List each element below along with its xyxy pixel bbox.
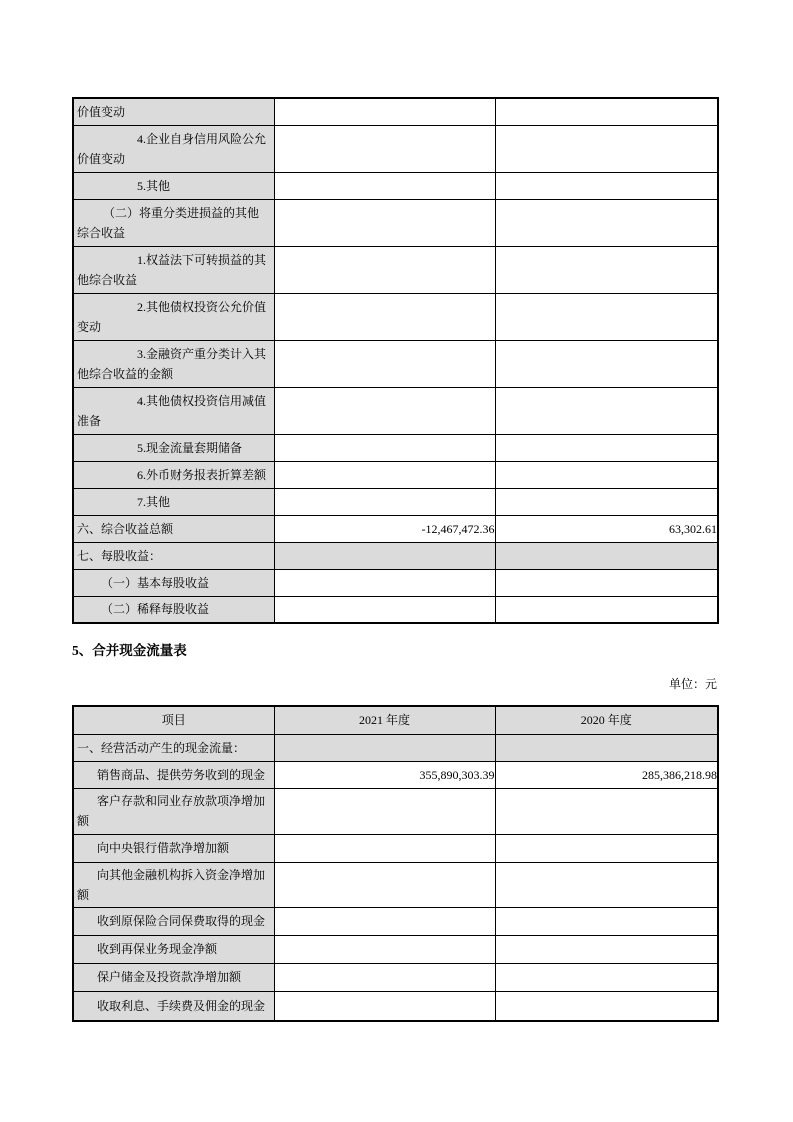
- table-row: [73, 199, 718, 246]
- row-label: 一、经营活动产生的现金流量：: [77, 740, 246, 755]
- row-label-cell: [73, 907, 274, 935]
- row-label-cell: [73, 293, 274, 340]
- row-label-cell: [73, 596, 274, 623]
- row-label: 4.企业自身信用风险公允价值变动: [77, 131, 267, 166]
- value-2021-cell: [274, 434, 495, 461]
- row-label: 5.现金流量套期储备: [137, 440, 243, 455]
- value-2020-cell: [495, 734, 718, 761]
- value-2021-cell: [274, 862, 495, 907]
- row-label-cell: [73, 862, 274, 907]
- value-2021-cell: [274, 569, 495, 596]
- table-row: [73, 461, 718, 488]
- value-2020-cell: [495, 246, 718, 293]
- row-label: （一）基本每股收益: [101, 575, 210, 590]
- row-label-cell: [73, 199, 274, 246]
- row-label: 1.权益法下可转损益的其他综合收益: [77, 252, 267, 287]
- table-row: [73, 761, 718, 788]
- value-2020-cell: [495, 935, 718, 963]
- row-label: 价值变动: [77, 104, 126, 119]
- value-2020-cell: [495, 488, 718, 515]
- row-label-cell: [73, 963, 274, 991]
- row-label-cell: [73, 761, 274, 788]
- row-label: 5.其他: [137, 178, 171, 193]
- value-2021-cell: [274, 293, 495, 340]
- row-label: 2.其他债权投资公允价值变动: [77, 299, 267, 334]
- value-2021-cell: [274, 98, 495, 125]
- row-label-cell: [73, 461, 274, 488]
- value-2020-cell: [495, 98, 718, 125]
- row-label: 收到原保险合同保费取得的现金: [97, 914, 266, 928]
- value-2020-cell: [495, 569, 718, 596]
- row-label: 向其他金融机构拆入资金净增加额: [77, 867, 266, 902]
- value-2020-cell: [495, 862, 718, 907]
- column-header-item: 项目: [73, 706, 274, 734]
- value-2020-cell: [495, 125, 718, 172]
- row-label-cell: [73, 935, 274, 963]
- table-row: [73, 340, 718, 387]
- value-2020-cell: [495, 172, 718, 199]
- table-row: [73, 907, 718, 935]
- column-header-2020: 2020 年度: [495, 706, 718, 734]
- value-2021-cell: [274, 199, 495, 246]
- value-2021-cell: [274, 935, 495, 963]
- value-2021-cell: [274, 340, 495, 387]
- value-2020-cell: [495, 542, 718, 569]
- table-row: [73, 434, 718, 461]
- table-row: [73, 596, 718, 623]
- table-row: [73, 488, 718, 515]
- row-label: 收取利息、手续费及佣金的现金: [97, 998, 266, 1013]
- row-label-cell: [73, 434, 274, 461]
- value-2021-cell: [274, 907, 495, 935]
- value-2021-cell: [274, 788, 495, 834]
- value-2021-cell: [274, 461, 495, 488]
- unit-note: 单位：元: [668, 677, 717, 691]
- value-2020-cell: [495, 340, 718, 387]
- table-row: [73, 788, 718, 834]
- table-row: [73, 125, 718, 172]
- value-2021-cell: [274, 246, 495, 293]
- row-label: 六、综合收益总额: [77, 521, 174, 536]
- section-heading: 5、合并现金流量表: [72, 643, 187, 658]
- value-2020-cell: [495, 199, 718, 246]
- value-2021-cell: [274, 387, 495, 434]
- row-label: 客户存款和同业存放款项净增加额: [77, 794, 266, 828]
- row-label-cell: [73, 515, 274, 542]
- row-label: 销售商品、提供劳务收到的现金: [97, 767, 266, 782]
- table-row: [73, 834, 718, 862]
- table-row: [73, 991, 718, 1021]
- row-label-cell: [73, 834, 274, 862]
- row-label-cell: [73, 387, 274, 434]
- value-2021-cell: [274, 834, 495, 862]
- row-label-cell: [73, 98, 274, 125]
- value-2021-cell: 355,890,303.39: [274, 761, 495, 788]
- row-label-cell: [73, 172, 274, 199]
- value-2020-cell: [495, 596, 718, 623]
- value-2021-cell: [274, 125, 495, 172]
- value-2021-cell: [274, 542, 495, 569]
- value-2020-cell: [495, 434, 718, 461]
- row-label: 保户储金及投资款净增加额: [97, 970, 242, 984]
- row-label: （二）将重分类进损益的其他综合收益: [77, 205, 260, 240]
- table-row: [73, 98, 718, 125]
- table-row: [73, 172, 718, 199]
- table-row: [73, 293, 718, 340]
- table-row: [73, 862, 718, 907]
- value-2020-cell: [495, 963, 718, 991]
- row-label: 七、每股收益：: [77, 548, 162, 563]
- comprehensive-income-table-continued: [72, 97, 719, 624]
- value-2020-cell: [495, 461, 718, 488]
- value-2020-cell: [495, 907, 718, 935]
- value-2021-cell: [274, 734, 495, 761]
- value-2020-cell: [495, 387, 718, 434]
- row-label-cell: [73, 542, 274, 569]
- column-header-2021: 2021 年度: [274, 706, 495, 734]
- row-label: 6.外币财务报表折算差额: [137, 467, 267, 482]
- value-2020-cell: 63,302.61: [495, 515, 718, 542]
- row-label: 4.其他债权投资信用减值准备: [77, 393, 267, 428]
- value-2020-cell: [495, 834, 718, 862]
- table-row: [73, 387, 718, 434]
- row-label: 7.其他: [137, 494, 171, 509]
- table-row: [73, 569, 718, 596]
- value-2021-cell: [274, 596, 495, 623]
- value-2021-cell: [274, 991, 495, 1021]
- table-header-row: [73, 706, 718, 734]
- value-2021-cell: [274, 963, 495, 991]
- table-row: [73, 515, 718, 542]
- table-row: [73, 734, 718, 761]
- value-2020-cell: [495, 788, 718, 834]
- row-label: 收到再保业务现金净额: [97, 942, 218, 956]
- row-label-cell: [73, 125, 274, 172]
- row-label: （二）稀释每股收益: [101, 602, 210, 617]
- row-label-cell: [73, 246, 274, 293]
- row-label-cell: [73, 991, 274, 1021]
- row-label-cell: [73, 340, 274, 387]
- row-label: 3.金融资产重分类计入其他综合收益的金额: [77, 346, 267, 381]
- table-row: [73, 246, 718, 293]
- value-2021-cell: [274, 172, 495, 199]
- value-2021-cell: [274, 488, 495, 515]
- value-2020-cell: 285,386,218.98: [495, 761, 718, 788]
- row-label: 向中央银行借款净增加额: [97, 841, 230, 855]
- cash-flow-table: [72, 705, 719, 1022]
- row-label-cell: [73, 569, 274, 596]
- value-2021-cell: -12,467,472.36: [274, 515, 495, 542]
- row-label-cell: [73, 788, 274, 834]
- row-label-cell: [73, 734, 274, 761]
- table-row: [73, 542, 718, 569]
- table-row: [73, 935, 718, 963]
- value-2020-cell: [495, 293, 718, 340]
- row-label-cell: [73, 488, 274, 515]
- table-row: [73, 963, 718, 991]
- value-2020-cell: [495, 991, 718, 1021]
